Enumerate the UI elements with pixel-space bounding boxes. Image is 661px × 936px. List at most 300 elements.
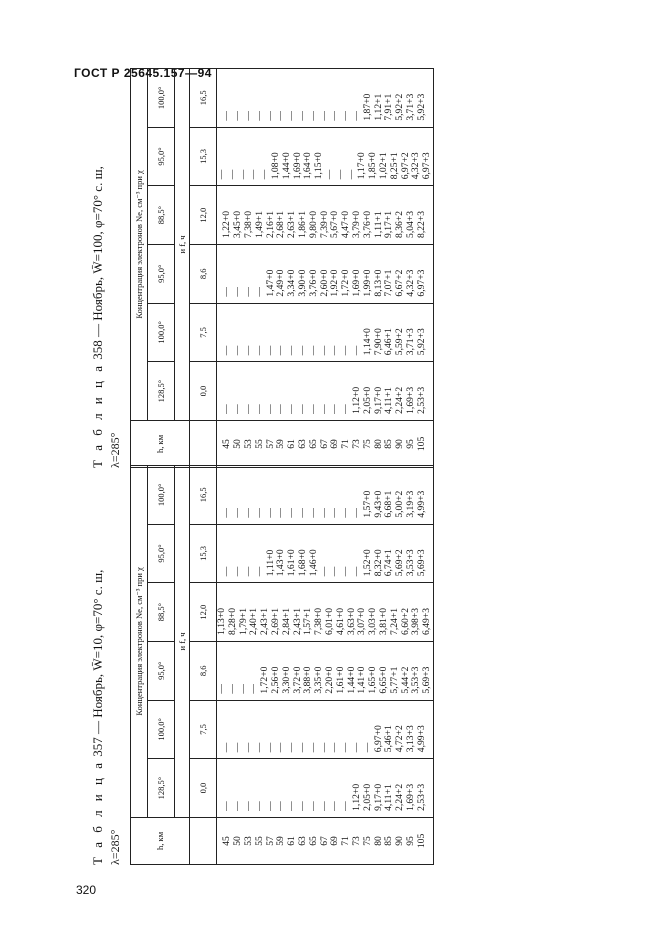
ne-value: — xyxy=(340,742,352,753)
ne-value: 9,17+1 xyxy=(383,210,395,238)
ne-value: — xyxy=(286,111,298,121)
table-358-caption-line2: λ=285° xyxy=(108,432,122,468)
ne-value: — xyxy=(329,111,341,121)
ne-value: 4,72+2 xyxy=(394,725,406,753)
ne-value: — xyxy=(296,404,308,414)
local-time-header: 12,0 xyxy=(190,583,217,642)
ne-value: 7,24+1 xyxy=(388,607,400,635)
ne-value: — xyxy=(340,508,352,518)
ne-value: 1,22+0 xyxy=(221,210,233,238)
ne-value: 1,44+0 xyxy=(345,666,357,694)
ne-value: 1,49+1 xyxy=(253,210,265,238)
ne-value: 2,56+0 xyxy=(269,666,281,694)
ne-value: — xyxy=(329,345,341,356)
ne-value: — xyxy=(264,742,276,753)
ne-value: — xyxy=(216,683,227,694)
ne-value: — xyxy=(307,742,319,753)
ne-value: 6,67+2 xyxy=(394,269,406,297)
height-value: 71 xyxy=(340,439,352,449)
ne-value: 1,02+1 xyxy=(377,152,389,180)
ne-value: 1,12+0 xyxy=(350,386,362,414)
ne-value: — xyxy=(275,508,287,518)
ne-value: 1,69+3 xyxy=(404,783,416,811)
height-value: 53 xyxy=(242,836,254,846)
ne-value: 5,59+2 xyxy=(394,328,406,356)
ne-value: 1,41+0 xyxy=(356,666,368,694)
height-value: 71 xyxy=(340,836,352,846)
ne-value: — xyxy=(286,508,298,518)
ne-value: 2,16+1 xyxy=(264,210,276,238)
ne-value: 3,53+3 xyxy=(404,549,416,577)
ne-value: 1,13+0 xyxy=(216,607,227,635)
local-time-header: 0,0 xyxy=(190,362,217,421)
ne-value: — xyxy=(307,404,319,414)
ne-value: — xyxy=(221,111,233,121)
ne-value: 1,47+0 xyxy=(264,269,276,297)
ne-value: 2,68+1 xyxy=(275,210,287,238)
ne-value: 1,61+0 xyxy=(334,666,346,694)
ne-value: 1,43+0 xyxy=(275,549,287,577)
local-time-header: 16,5 xyxy=(190,466,217,525)
local-time-header: 7,5 xyxy=(190,700,217,759)
ne-value: 6,97+2 xyxy=(399,152,411,180)
ne-value: 3,79+0 xyxy=(350,210,362,238)
ne-value: — xyxy=(221,801,233,811)
height-value: 90 xyxy=(394,439,406,449)
chi-header: 88,5° xyxy=(148,186,175,245)
ne-value: — xyxy=(221,508,233,518)
chi-header: 100,0° xyxy=(148,700,175,759)
ne-value: — xyxy=(264,801,276,811)
height-value: 67 xyxy=(318,836,330,846)
value-column xyxy=(217,700,434,759)
ne-value: — xyxy=(296,742,308,753)
ne-value: — xyxy=(248,683,260,694)
ne-value: 6,49+3 xyxy=(421,607,433,635)
ne-value: — xyxy=(307,345,319,356)
ne-value: 7,38+0 xyxy=(242,210,254,238)
ne-value: 5,04+3 xyxy=(404,210,416,238)
height-value: 69 xyxy=(329,836,341,846)
ne-value: — xyxy=(253,345,265,356)
local-time-header: 7,5 xyxy=(190,303,217,362)
ne-value: 5,46+1 xyxy=(383,725,395,753)
ne-value: — xyxy=(221,345,233,356)
table-357-caption-line2: λ=285° xyxy=(108,829,122,865)
blank-cell xyxy=(190,817,217,864)
ne-value: — xyxy=(242,801,254,811)
ne-value: 2,63+1 xyxy=(286,210,298,238)
ne-value: 1,64+0 xyxy=(302,152,314,180)
ne-value: — xyxy=(318,566,330,577)
ne-value: — xyxy=(318,111,330,121)
ne-value: — xyxy=(232,404,244,414)
ne-value: — xyxy=(253,566,265,577)
ne-value: — xyxy=(264,111,276,121)
ne-value: — xyxy=(350,742,362,753)
local-time-header: 12,0 xyxy=(190,186,217,245)
ne-value: — xyxy=(318,801,330,811)
ne-value: 2,53+3 xyxy=(415,783,427,811)
ne-value: — xyxy=(242,742,254,753)
height-value: 75 xyxy=(361,836,373,846)
local-time-header: 15,3 xyxy=(190,127,217,186)
ne-value: — xyxy=(340,345,352,356)
ne-value: — xyxy=(296,111,308,121)
page-header: ГОСТ Р 25645.157—94 xyxy=(74,66,212,80)
local-time-label: и f, ч xyxy=(175,466,190,818)
ne-value: 3,53+3 xyxy=(410,666,422,694)
ne-value: 2,69+1 xyxy=(269,607,281,635)
height-header: h, км xyxy=(131,817,190,864)
height-value: 67 xyxy=(318,439,330,449)
chi-header: 95,0° xyxy=(148,244,175,303)
ne-value: 9,43+0 xyxy=(372,490,384,518)
ne-value: 1,46+0 xyxy=(307,549,319,577)
ne-value: — xyxy=(275,111,287,121)
ne-value: — xyxy=(318,404,330,414)
ne-value: — xyxy=(253,111,265,121)
height-value: 61 xyxy=(286,439,298,449)
height-value: 105 xyxy=(415,436,427,452)
local-time-label: и f, ч xyxy=(175,69,190,421)
height-value: 73 xyxy=(350,439,362,449)
ne-value: 1,12+1 xyxy=(372,93,384,121)
ne-value: — xyxy=(296,508,308,518)
ne-value: 6,65+0 xyxy=(377,666,389,694)
chi-header: 128,5° xyxy=(148,362,175,421)
ne-value: 2,24+2 xyxy=(394,386,406,414)
ne-value: 1,72+0 xyxy=(259,666,271,694)
local-time-header: 8,6 xyxy=(190,244,217,303)
ne-value: — xyxy=(334,169,346,180)
ne-value: 9,17+0 xyxy=(372,386,384,414)
ne-value: — xyxy=(323,169,335,180)
ne-value: 1,86+1 xyxy=(296,210,308,238)
ne-value: — xyxy=(275,801,287,811)
ne-value: 1,99+0 xyxy=(361,269,373,297)
ne-value: 1,15+0 xyxy=(313,152,325,180)
blank-cell xyxy=(190,420,217,467)
height-value: 73 xyxy=(350,836,362,846)
ne-value: — xyxy=(226,169,238,180)
ne-value: 4,47+0 xyxy=(340,210,352,238)
ne-value: — xyxy=(242,345,254,356)
ne-value: 6,01+0 xyxy=(323,607,335,635)
ne-value: 4,32+3 xyxy=(404,269,416,297)
chi-header: 95,0° xyxy=(148,127,175,186)
ne-value: — xyxy=(340,801,352,811)
ne-value: 3,71+3 xyxy=(404,328,416,356)
ne-value: — xyxy=(253,508,265,518)
ne-value: — xyxy=(350,566,362,577)
ne-value: 2,24+2 xyxy=(394,783,406,811)
ne-value: — xyxy=(242,286,254,297)
ne-value: — xyxy=(286,404,298,414)
ne-value: — xyxy=(329,742,341,753)
height-value: 50 xyxy=(232,836,244,846)
ne-value: — xyxy=(242,111,254,121)
ne-value: — xyxy=(361,742,373,753)
ne-value: — xyxy=(253,742,265,753)
ne-value: — xyxy=(286,742,298,753)
ne-value: — xyxy=(275,404,287,414)
ne-value: — xyxy=(253,404,265,414)
ne-value: 6,74+1 xyxy=(383,549,395,577)
ne-value: — xyxy=(329,508,341,518)
height-value: 57 xyxy=(264,439,276,449)
ne-value: 3,35+0 xyxy=(313,666,325,694)
chi-header: 100,0° xyxy=(148,466,175,525)
ne-value: 5,69+2 xyxy=(394,549,406,577)
chi-header: 95,0° xyxy=(148,641,175,700)
ne-value: 6,97+3 xyxy=(421,152,433,180)
ne-value: — xyxy=(232,566,244,577)
ne-value: — xyxy=(340,111,352,121)
height-value: 59 xyxy=(275,439,287,449)
height-header: h, км xyxy=(131,420,190,467)
ne-value: 1,52+0 xyxy=(361,549,373,577)
ne-value: — xyxy=(221,286,233,297)
ne-value: 8,22+3 xyxy=(415,210,427,238)
chi-header: 100,0° xyxy=(148,303,175,362)
ne-value: 2,84+1 xyxy=(280,607,292,635)
ne-value: 1,17+0 xyxy=(356,152,368,180)
table-357 xyxy=(130,465,434,865)
ne-value: — xyxy=(318,742,330,753)
chi-header: 128,5° xyxy=(148,759,175,818)
ne-value: 4,11+1 xyxy=(383,784,395,811)
value-column xyxy=(217,362,434,421)
ne-value: — xyxy=(242,508,254,518)
ne-value: — xyxy=(232,111,244,121)
ne-value: 2,53+3 xyxy=(415,386,427,414)
height-value: 45 xyxy=(221,836,233,846)
ne-value: 1,11+1 xyxy=(372,211,384,238)
ne-value: 4,61+0 xyxy=(334,607,346,635)
ne-value: 3,81+0 xyxy=(377,607,389,635)
value-column xyxy=(217,759,434,818)
ne-value: 4,99+3 xyxy=(415,725,427,753)
height-value: 50 xyxy=(232,439,244,449)
chi-header: 100,0° xyxy=(148,69,175,128)
ne-value: — xyxy=(232,742,244,753)
value-column xyxy=(217,186,434,245)
ne-value: — xyxy=(350,508,362,518)
ne-value: 6,97+0 xyxy=(372,725,384,753)
ne-value: — xyxy=(232,286,244,297)
ne-value: 8,36+2 xyxy=(394,210,406,238)
ne-value: 1,65+0 xyxy=(367,666,379,694)
value-column xyxy=(217,244,434,303)
ne-value: — xyxy=(264,508,276,518)
ne-value: — xyxy=(232,345,244,356)
ne-value: — xyxy=(216,169,227,180)
ne-value: 4,32+3 xyxy=(410,152,422,180)
height-value: 65 xyxy=(307,439,319,449)
ne-value: 3,98+3 xyxy=(410,607,422,635)
ne-value: 6,60+2 xyxy=(399,607,411,635)
height-value: 85 xyxy=(383,836,395,846)
ne-value: — xyxy=(318,345,330,356)
value-column xyxy=(217,303,434,362)
ne-value: — xyxy=(350,345,362,356)
ne-value: 3,13+3 xyxy=(404,725,416,753)
ne-value: 5,44+2 xyxy=(399,666,411,694)
value-column xyxy=(217,641,434,700)
local-time-header: 16,5 xyxy=(190,69,217,128)
ne-value: 5,92+3 xyxy=(415,328,427,356)
ne-value: — xyxy=(275,345,287,356)
height-value: 63 xyxy=(296,836,308,846)
ne-value: 1,61+0 xyxy=(286,549,298,577)
ne-value: 7,07+1 xyxy=(383,269,395,297)
value-column xyxy=(217,583,434,642)
ne-value: 1,11+0 xyxy=(264,549,276,577)
ne-value: 1,57+0 xyxy=(361,490,373,518)
ne-value: 5,92+3 xyxy=(415,93,427,121)
ne-value: — xyxy=(221,742,233,753)
group-header: Концентрация электронов Ne, см⁻³ при χ xyxy=(131,466,148,818)
ne-value: 2,60+0 xyxy=(318,269,330,297)
ne-value: 6,68+1 xyxy=(383,490,395,518)
ne-value: 1,69+0 xyxy=(350,269,362,297)
ne-value: 3,30+0 xyxy=(280,666,292,694)
ne-value: — xyxy=(329,404,341,414)
value-column xyxy=(217,466,434,525)
ne-value: — xyxy=(340,404,352,414)
table-358-block xyxy=(90,0,510,468)
table-358 xyxy=(130,68,434,468)
ne-value: — xyxy=(307,111,319,121)
ne-value: 2,05+0 xyxy=(361,386,373,414)
height-value: 80 xyxy=(372,439,384,449)
ne-value: 5,00+2 xyxy=(394,490,406,518)
ne-value: 4,11+1 xyxy=(383,387,395,414)
height-value: 61 xyxy=(286,836,298,846)
ne-value: 5,69+3 xyxy=(421,666,433,694)
height-value: 45 xyxy=(221,439,233,449)
ne-value: — xyxy=(345,169,357,180)
ne-value: — xyxy=(232,508,244,518)
ne-value: 3,90+0 xyxy=(296,269,308,297)
ne-value: 3,19+3 xyxy=(404,490,416,518)
ne-value: — xyxy=(350,111,362,121)
ne-value: 3,88+0 xyxy=(302,666,314,694)
ne-value: 1,08+0 xyxy=(269,152,281,180)
ne-value: 1,12+0 xyxy=(350,783,362,811)
ne-value: 3,72+0 xyxy=(291,666,303,694)
ne-value: 8,25+1 xyxy=(388,152,400,180)
ne-value: 7,39+0 xyxy=(318,210,330,238)
ne-value: — xyxy=(329,566,341,577)
ne-value: — xyxy=(340,566,352,577)
ne-value: 1,57+1 xyxy=(302,607,314,635)
ne-value: — xyxy=(264,345,276,356)
ne-value: — xyxy=(232,801,244,811)
local-time-header: 15,3 xyxy=(190,524,217,583)
ne-value: 1,68+0 xyxy=(296,549,308,577)
ne-value: — xyxy=(286,801,298,811)
ne-value: — xyxy=(307,508,319,518)
ne-value: 1,85+0 xyxy=(367,152,379,180)
ne-value: — xyxy=(253,286,265,297)
ne-value: — xyxy=(242,566,254,577)
ne-value: 1,14+0 xyxy=(361,328,373,356)
ne-value: 3,03+0 xyxy=(367,607,379,635)
ne-value: 5,77+1 xyxy=(388,666,400,694)
ne-value: 1,92+0 xyxy=(329,269,341,297)
ne-value: 3,63+0 xyxy=(345,607,357,635)
ne-value: — xyxy=(226,683,238,694)
ne-value: — xyxy=(259,169,271,180)
height-column xyxy=(217,817,434,864)
ne-value: — xyxy=(242,404,254,414)
height-value: 69 xyxy=(329,439,341,449)
height-value: 55 xyxy=(253,836,265,846)
value-column xyxy=(217,524,434,583)
ne-value: 9,17+0 xyxy=(372,783,384,811)
height-value: 90 xyxy=(394,836,406,846)
height-column xyxy=(217,420,434,467)
ne-value: 1,72+0 xyxy=(340,269,352,297)
ne-value: — xyxy=(296,345,308,356)
ne-value: 3,71+3 xyxy=(404,93,416,121)
ne-value: — xyxy=(286,345,298,356)
ne-value: 9,80+0 xyxy=(307,210,319,238)
group-header: Концентрация электронов Ne, см⁻³ при χ xyxy=(131,69,148,421)
height-value: 55 xyxy=(253,439,265,449)
ne-value: 2,05+0 xyxy=(361,783,373,811)
ne-value: — xyxy=(264,404,276,414)
height-value: 53 xyxy=(242,439,254,449)
ne-value: 2,40+1 xyxy=(248,607,260,635)
ne-value: 3,76+0 xyxy=(361,210,373,238)
ne-value: 3,45+0 xyxy=(232,210,244,238)
ne-value: — xyxy=(237,169,249,180)
height-value: 63 xyxy=(296,439,308,449)
ne-value: 2,20+0 xyxy=(323,666,335,694)
value-column xyxy=(217,127,434,186)
ne-value: 5,69+3 xyxy=(415,549,427,577)
ne-value: 2,43+1 xyxy=(259,607,271,635)
height-value: 95 xyxy=(404,439,416,449)
ne-value: 3,34+0 xyxy=(286,269,298,297)
ne-value: — xyxy=(221,404,233,414)
ne-value: 3,76+0 xyxy=(307,269,319,297)
ne-value: 6,46+1 xyxy=(383,328,395,356)
height-value: 75 xyxy=(361,439,373,449)
ne-value: 1,69+0 xyxy=(291,152,303,180)
ne-value: — xyxy=(296,801,308,811)
ne-value: — xyxy=(248,169,260,180)
height-value: 95 xyxy=(404,836,416,846)
chi-header: 88,5° xyxy=(148,583,175,642)
ne-value: 7,91+1 xyxy=(383,93,395,121)
height-value: 105 xyxy=(415,833,427,849)
ne-value: 2,43+1 xyxy=(291,607,303,635)
ne-value: — xyxy=(237,683,249,694)
ne-value: — xyxy=(318,508,330,518)
value-column xyxy=(217,69,434,128)
height-value: 80 xyxy=(372,836,384,846)
ne-value: 1,44+0 xyxy=(280,152,292,180)
ne-value: 7,90+0 xyxy=(372,328,384,356)
height-value: 85 xyxy=(383,439,395,449)
ne-value: 2,49+0 xyxy=(275,269,287,297)
ne-value: 4,99+3 xyxy=(415,490,427,518)
ne-value: — xyxy=(307,801,319,811)
